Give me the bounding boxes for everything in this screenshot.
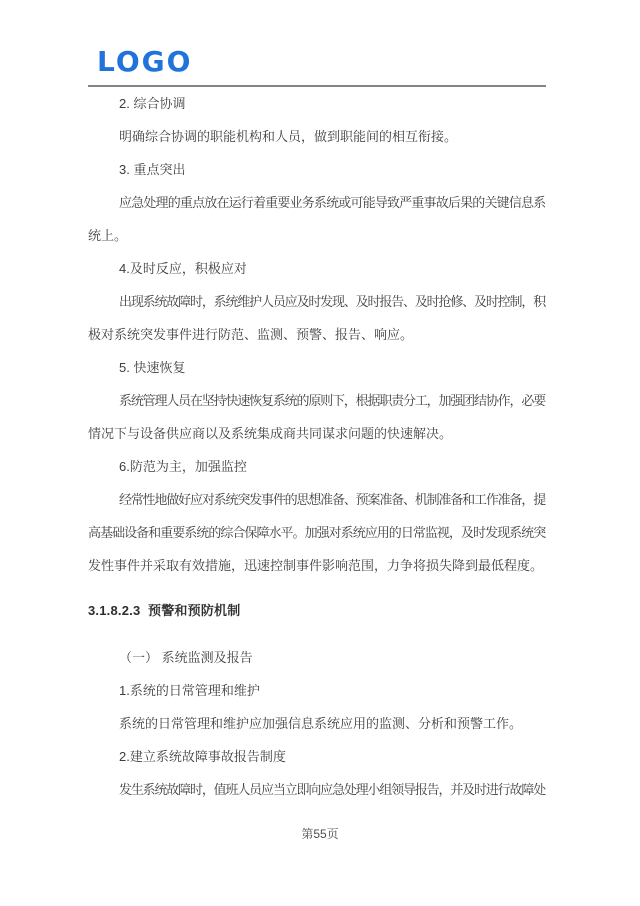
text-line: 3. 重点突出 <box>119 162 186 177</box>
page-number: 第55页 <box>301 827 339 841</box>
company-logo: LOGO <box>97 45 193 78</box>
section-heading: 3.1.8.2.3 预警和预防机制 <box>88 603 241 618</box>
text-line: 高基础设备和重要系统的综合保障水平。加强对系统应用的日常监视，及时发现系统突 <box>88 525 545 540</box>
text-line: （一） 系统监测及报告 <box>119 650 253 665</box>
text-line: 系统的日常管理和维护应加强信息系统应用的监测、分析和预警工作。 <box>119 716 523 731</box>
text-line: 出现系统故障时，系统维护人员应及时发现、及时报告、及时抢修、及时控制，积 <box>119 294 545 309</box>
text-line: 经常性地做好应对系统突发事件的思想准备、预案准备、机制准备和工作准备，提 <box>119 492 545 507</box>
text-line: 5. 快速恢复 <box>119 360 186 375</box>
text-line: 系统管理人员在坚持快速恢复系统的原则下，根据职责分工，加强团结协作，必要 <box>119 393 545 408</box>
text-line: 1.系统的日常管理和维护 <box>119 683 260 698</box>
text-line: 应急处理的重点放在运行着重要业务系统或可能导致严重事故后果的关键信息系 <box>119 195 545 210</box>
text-line: 发性事件并采取有效措施，迅速控制事件影响范围，力争将损失降到最低程度。 <box>88 558 544 573</box>
text-line: 明确综合协调的职能机构和人员，做到职能间的相互衔接。 <box>119 129 458 144</box>
text-line: 统上。 <box>88 228 128 243</box>
text-line: 极对系统突发事件进行防范、监测、预警、报告、响应。 <box>88 327 414 342</box>
text-line: 发生系统故障时，值班人员应当立即向应急处理小组领导报告，并及时进行故障处 <box>119 782 545 797</box>
text-line: 6.防范为主，加强监控 <box>119 459 247 474</box>
text-line: 4.及时反应，积极应对 <box>119 261 247 276</box>
text-line: 2.建立系统故障事故报告制度 <box>119 749 286 764</box>
text-line: 2. 综合协调 <box>119 96 186 111</box>
text-line: 情况下与设备供应商以及系统集成商共同谋求问题的快速解决。 <box>88 426 453 441</box>
document-body <box>88 87 545 806</box>
